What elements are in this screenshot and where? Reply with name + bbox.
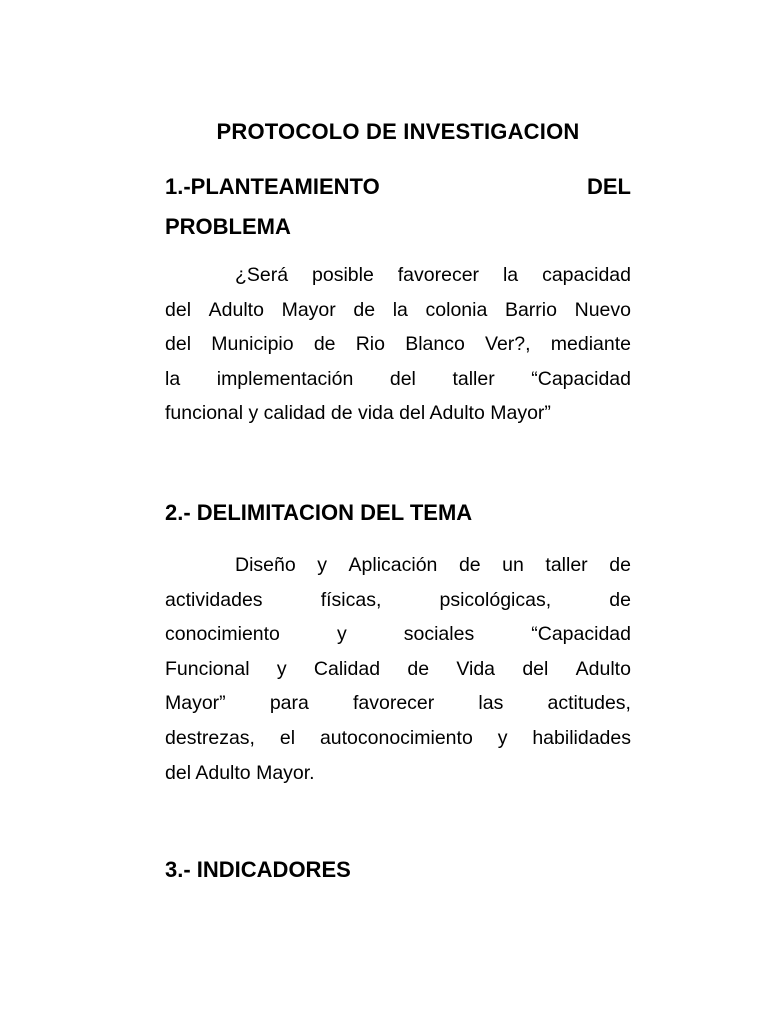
paragraph-word: ¿Será bbox=[235, 264, 289, 286]
paragraph-line bbox=[165, 617, 631, 652]
paragraph-line bbox=[165, 721, 631, 756]
paragraph-word: un bbox=[502, 554, 524, 576]
paragraph-line: funcional y calidad de vida del Adulto Mayor” bbox=[165, 402, 551, 425]
paragraph-word: el bbox=[279, 726, 296, 749]
section2-heading bbox=[165, 493, 631, 533]
paragraph-word: autoconocimiento bbox=[319, 726, 473, 749]
paragraph-word: para bbox=[269, 692, 309, 715]
paragraph-word: Vida bbox=[456, 657, 496, 680]
paragraph-word: la bbox=[502, 264, 519, 286]
paragraph-word: Mayor bbox=[281, 298, 336, 321]
paragraph-word: favorecer bbox=[397, 264, 480, 286]
paragraph-line bbox=[165, 258, 631, 293]
section1-heading-part2: DEL bbox=[587, 174, 631, 199]
paragraph-word: Aplicación bbox=[348, 554, 438, 576]
paragraph-word: Blanco bbox=[405, 333, 465, 356]
paragraph-word: Mayor” bbox=[165, 692, 226, 715]
paragraph-line bbox=[165, 362, 631, 397]
section2-paragraph bbox=[165, 548, 631, 790]
paragraph-word: Calidad bbox=[313, 657, 381, 680]
paragraph-word: Rio bbox=[355, 333, 385, 356]
paragraph-word: y bbox=[317, 554, 327, 576]
paragraph-word: actitudes, bbox=[547, 692, 631, 715]
paragraph-word: de bbox=[353, 298, 376, 321]
paragraph-word: Barrio bbox=[504, 298, 557, 321]
section2-heading-text: 2.- DELIMITACION DEL TEMA bbox=[165, 500, 473, 525]
paragraph-word: actividades bbox=[165, 588, 263, 611]
section3-heading bbox=[165, 850, 631, 890]
paragraph-word: del bbox=[389, 367, 416, 390]
paragraph-word: del bbox=[165, 298, 192, 321]
paragraph-word: y bbox=[497, 726, 508, 749]
paragraph-word: Nuevo bbox=[574, 298, 631, 321]
paragraph-word: físicas, bbox=[320, 588, 382, 611]
paragraph-line bbox=[165, 583, 631, 618]
section3-heading-text: 3.- INDICADORES bbox=[165, 857, 351, 882]
paragraph-line bbox=[165, 548, 631, 583]
paragraph-word: Adulto bbox=[208, 298, 264, 321]
section1-heading-line2: PROBLEMA bbox=[165, 214, 291, 239]
paragraph-word: posible bbox=[312, 264, 374, 286]
document-title: PROTOCOLO DE INVESTIGACION bbox=[216, 119, 580, 144]
section1-paragraph bbox=[165, 258, 631, 431]
paragraph-word: Ver?, bbox=[485, 333, 531, 356]
paragraph-word: la bbox=[392, 298, 408, 321]
paragraph-word: de bbox=[609, 554, 631, 576]
paragraph-word: destrezas, bbox=[165, 726, 255, 749]
paragraph-word: las bbox=[478, 692, 504, 715]
section1-heading bbox=[165, 167, 631, 247]
paragraph-word: taller bbox=[545, 554, 588, 576]
section1-heading-part1: 1.-PLANTEAMIENTO bbox=[165, 174, 380, 199]
paragraph-word: del bbox=[165, 333, 192, 356]
paragraph-word: “Capacidad bbox=[531, 623, 631, 646]
paragraph-word: colonia bbox=[425, 298, 488, 321]
paragraph-line: del Adulto Mayor. bbox=[165, 761, 315, 784]
paragraph-word: de bbox=[313, 333, 336, 356]
paragraph-word: Municipio bbox=[211, 333, 294, 356]
paragraph-word: y bbox=[276, 657, 287, 680]
paragraph-line bbox=[165, 686, 631, 721]
paragraph-word: y bbox=[336, 623, 347, 646]
paragraph-line bbox=[165, 293, 631, 328]
paragraph-word: de bbox=[407, 657, 430, 680]
paragraph-line bbox=[165, 327, 631, 362]
paragraph-word: habilidades bbox=[532, 726, 631, 749]
paragraph-word: taller bbox=[452, 367, 495, 390]
paragraph-word: del bbox=[522, 657, 549, 680]
paragraph-word: psicológicas, bbox=[439, 588, 552, 611]
paragraph-word: mediante bbox=[550, 333, 631, 356]
paragraph-word: sociales bbox=[403, 623, 475, 646]
paragraph-word: de bbox=[609, 588, 631, 611]
paragraph-word: “Capacidad bbox=[531, 367, 631, 390]
paragraph-word: de bbox=[458, 554, 481, 576]
paragraph-word: Funcional bbox=[165, 657, 250, 680]
paragraph-word: Diseño bbox=[235, 554, 296, 576]
paragraph-word: capacidad bbox=[542, 264, 631, 286]
paragraph-word: implementación bbox=[216, 367, 354, 390]
paragraph-word: Adulto bbox=[575, 657, 631, 680]
paragraph-word: conocimiento bbox=[165, 623, 280, 646]
paragraph-word: favorecer bbox=[352, 692, 435, 715]
paragraph-line bbox=[165, 652, 631, 687]
paragraph-word: la bbox=[165, 367, 181, 390]
